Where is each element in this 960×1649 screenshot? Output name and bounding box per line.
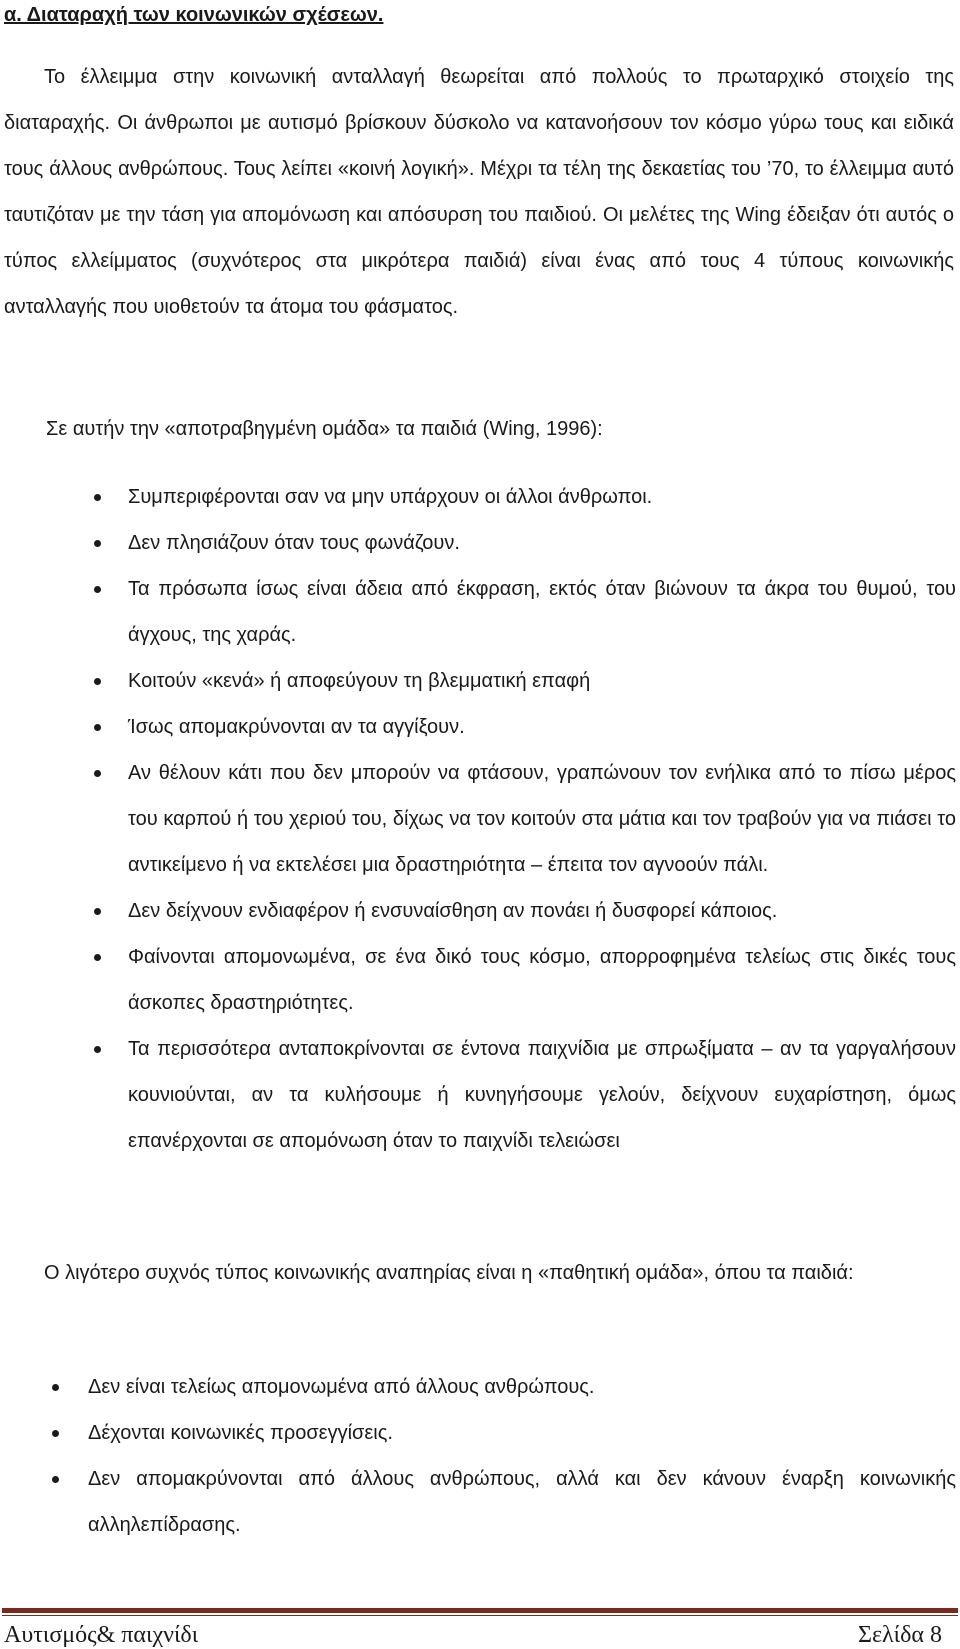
bullet-icon	[94, 586, 101, 593]
list-item-text: Κοιτούν «κενά» ή αποφεύγουν τη βλεμματική επαφή	[128, 670, 591, 692]
bullet-icon	[52, 1476, 59, 1483]
list-item	[128, 566, 956, 658]
list-item	[128, 750, 956, 888]
bullet-icon	[52, 1384, 59, 1391]
bullet-icon	[94, 494, 101, 501]
list-item-text: Αν θέλουν κάτι που δεν μπορούν να φτάσουν, γραπώνουν τον ενήλικα από το πίσω μέρος του καρπού ή του χεριού του, δίχως να τον κοιτούν στα μάτια και τον τραβούν για να πιάσει το αντικείμενο ή να εκτελέσει μια δραστηριότητα – έπειτα τον αγνοούν πάλι.	[128, 762, 956, 876]
list-item	[128, 1026, 956, 1164]
passive-group-list	[88, 1364, 956, 1548]
footer-title: Αυτισμός& παιχνίδι	[4, 1622, 199, 1648]
bullet-icon	[94, 770, 101, 777]
list-item	[128, 658, 956, 704]
footer-rule	[2, 1608, 958, 1613]
bullet-icon	[94, 540, 101, 547]
list-item	[88, 1410, 956, 1456]
list-item	[128, 474, 956, 520]
list-item-text: Τα περισσότερα ανταποκρίνονται σε έντονα παιχνίδια με σπρωξίματα – αν τα γαργαλήσουν κουνιούνται, αν τα κυλήσουμε ή κυνηγήσουμε γελούν, δείχνουν ευχαρίστηση, όμως επανέρχονται σε απομόνωση όταν το παιχνίδι τελειώσει	[128, 1038, 956, 1152]
withdrawn-group-list	[128, 474, 956, 1164]
paragraph-passive-group: Ο λιγότερο συχνός τύπος κοινωνικής αναπηρίας είναι η «παθητική ομάδα», όπου τα παιδιά:	[44, 1262, 854, 1284]
list-item-text: Τα πρόσωπα ίσως είναι άδεια από έκφραση, εκτός όταν βιώνουν τα άκρα του θυμού, του άγχους, της χαράς.	[128, 578, 956, 646]
list-item-text: Ίσως απομακρύνονται αν τα αγγίξουν.	[128, 716, 465, 738]
bullet-icon	[94, 724, 101, 731]
footer-rule-thin	[2, 1615, 958, 1616]
list-item-text: Φαίνονται απομονωμένα, σε ένα δικό τους κόσμο, απορροφημένα τελείως στις δικές τους άσκοπες δραστηριότητες.	[128, 946, 956, 1014]
withdrawn-group-intro: Σε αυτήν την «αποτραβηγμένη ομάδα» τα παιδιά (Wing, 1996):	[46, 418, 603, 440]
list-item	[88, 1364, 956, 1410]
bullet-icon	[52, 1430, 59, 1437]
bullet-icon	[94, 1046, 101, 1053]
list-item-text: Δεν πλησιάζουν όταν τους φωνάζουν.	[128, 532, 460, 554]
bullet-icon	[94, 678, 101, 685]
list-item-text: Δεν είναι τελείως απομονωμένα από άλλους ανθρώπους.	[88, 1376, 595, 1398]
list-item	[128, 704, 956, 750]
list-item-text: Δεν δείχνουν ενδιαφέρον ή ενσυναίσθηση αν πονάει ή δυσφορεί κάποιος.	[128, 900, 778, 922]
list-item	[128, 934, 956, 1026]
list-item	[128, 520, 956, 566]
paragraph-social-exchange: Το έλλειμμα στην κοινωνική ανταλλαγή θεωρείται από πολλούς το πρωταρχικό στοιχείο της διαταραχής. Οι άνθρωποι με αυτισμό βρίσκουν δύσκολο να κατανοήσουν τον κόσμο γύρω τους και ειδικά τους άλλους ανθρώπους. Τους λείπει «κοινή λογική». Μέχρι τα τέλη της δεκαετίας του ’70, το έλλειμμα αυτό ταυτιζόταν με την τάση για απομόνωση και απόσυρση του παιδιού. Οι μελέτες της Wing έδειξαν ότι αυτός ο τύπος ελλείμματος (συχνότερος στα μικρότερα παιδιά) είναι ένας από τους 4 τύπους κοινωνικής ανταλλαγής που υιοθετούν τα άτομα του φάσματος.	[4, 66, 954, 318]
list-item	[88, 1456, 956, 1548]
list-item	[128, 888, 956, 934]
bullet-icon	[94, 954, 101, 961]
bullet-icon	[94, 908, 101, 915]
page-number: Σελίδα 8	[857, 1622, 942, 1648]
section-title: α. Διαταραχή των κοινωνικών σχέσεων.	[4, 4, 384, 26]
list-item-text: Δέχονται κοινωνικές προσεγγίσεις.	[88, 1422, 393, 1444]
list-item-text: Συμπεριφέρονται σαν να μην υπάρχουν οι άλλοι άνθρωποι.	[128, 486, 653, 508]
list-item-text: Δεν απομακρύνονται από άλλους ανθρώπους, αλλά και δεν κάνουν έναρξη κοινωνικής αλληλεπίδρασης.	[88, 1468, 956, 1536]
